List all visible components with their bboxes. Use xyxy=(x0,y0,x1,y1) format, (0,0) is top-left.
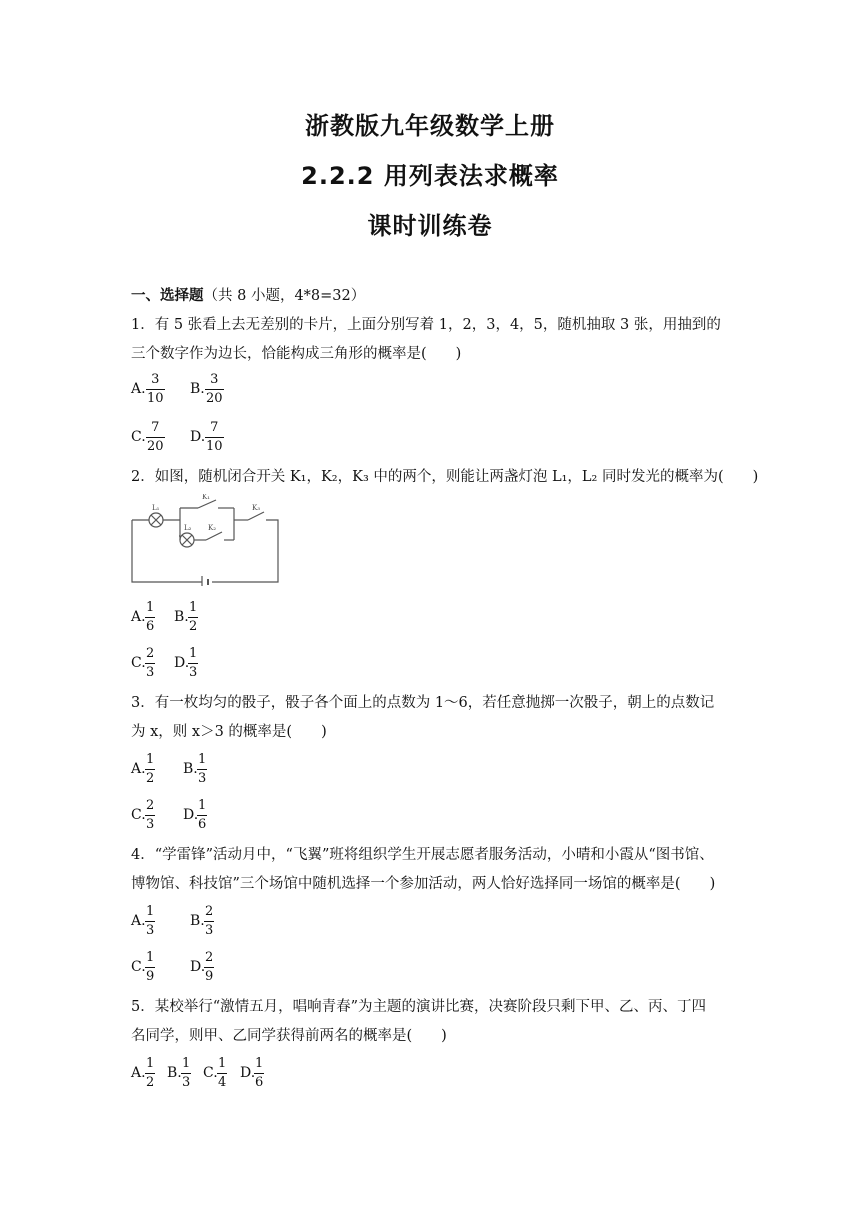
denominator: 6 xyxy=(198,817,207,832)
denominator: 6 xyxy=(146,619,155,634)
option-label: D. xyxy=(240,1065,256,1081)
label-k3: K₃ xyxy=(252,504,261,512)
numerator: 1 xyxy=(218,1056,227,1071)
fraction xyxy=(204,949,214,986)
fraction xyxy=(217,1055,227,1092)
option-label: D. xyxy=(174,655,190,671)
lesson-title: 2.2.2 用列表法求概率 xyxy=(301,162,559,190)
denominator: 3 xyxy=(198,771,207,786)
fraction xyxy=(181,1055,191,1092)
option-label: D. xyxy=(190,429,206,445)
numerator: 1 xyxy=(182,1056,191,1071)
numerator: 2 xyxy=(205,950,214,965)
label-k2: K₂ xyxy=(208,524,217,532)
option-label: D. xyxy=(183,807,199,823)
denominator: 3 xyxy=(146,817,155,832)
denominator: 2 xyxy=(189,619,198,634)
option-label: C. xyxy=(203,1065,218,1081)
fraction xyxy=(145,599,155,636)
section-heading xyxy=(131,284,365,305)
denominator: 6 xyxy=(255,1075,264,1090)
fraction xyxy=(145,751,155,788)
numerator: 1 xyxy=(255,1056,264,1071)
section-heading-label: 一、选择题 xyxy=(131,288,204,304)
option-label: B. xyxy=(174,609,189,625)
question-3-line-1: 3．有一枚均匀的骰子，骰子各个面上的点数为 1～6，若任意抛掷一次骰子，朝上的点数记 xyxy=(131,695,715,711)
denominator: 3 xyxy=(189,665,198,680)
fraction xyxy=(205,419,224,456)
denominator: 3 xyxy=(146,665,155,680)
denominator: 10 xyxy=(206,439,223,454)
numerator: 7 xyxy=(210,420,219,435)
question-5-line-2: 名同学，则甲、乙同学获得前两名的概率是( ) xyxy=(131,1028,447,1044)
denominator: 2 xyxy=(146,1075,155,1090)
numerator: 2 xyxy=(146,646,155,661)
fraction xyxy=(204,903,214,940)
label-k1: K₁ xyxy=(202,494,211,501)
option-label: A. xyxy=(131,761,146,777)
fraction xyxy=(254,1055,264,1092)
option-label: B. xyxy=(167,1065,182,1081)
fraction xyxy=(146,419,165,456)
numerator: 3 xyxy=(210,372,219,387)
numerator: 2 xyxy=(146,798,155,813)
fraction xyxy=(197,751,207,788)
fraction xyxy=(197,797,207,834)
question-4-line-2: 博物馆、科技馆”三个场馆中随机选择一个参加活动，两人恰好选择同一场馆的概率是( ) xyxy=(131,876,716,892)
fraction xyxy=(188,599,198,636)
option-label: C. xyxy=(131,959,146,975)
fraction xyxy=(145,645,155,682)
option-label: C. xyxy=(131,655,146,671)
numerator: 1 xyxy=(198,798,207,813)
numerator: 1 xyxy=(146,600,155,615)
numerator: 1 xyxy=(198,752,207,767)
denominator: 3 xyxy=(205,923,214,938)
worksheet-title: 课时训练卷 xyxy=(367,212,493,240)
fraction xyxy=(205,371,224,408)
fraction xyxy=(146,371,165,408)
option-label: D. xyxy=(190,959,206,975)
fraction xyxy=(188,645,198,682)
denominator: 9 xyxy=(146,969,155,984)
question-3-line-2: 为 x，则 x＞3 的概率是( ) xyxy=(131,724,327,740)
label-l2: L₂ xyxy=(184,524,192,532)
denominator: 2 xyxy=(146,771,155,786)
denominator: 10 xyxy=(147,391,164,406)
option-label: B. xyxy=(183,761,198,777)
question-1-line-1: 1．有 5 张看上去无差别的卡片，上面分别写着 1，2，3，4，5，随机抽取 3 张，用抽到的 xyxy=(131,317,721,333)
numerator: 1 xyxy=(189,600,198,615)
option-label: A. xyxy=(131,913,146,929)
fraction xyxy=(145,949,155,986)
option-label: B. xyxy=(190,913,205,929)
circuit-diagram xyxy=(128,494,288,586)
question-2-line-1: 2．如图，随机闭合开关 K₁，K₂，K₃ 中的两个，则能让两盏灯泡 L₁，L₂ 同时发光的概率为( ) xyxy=(131,469,759,485)
fraction xyxy=(145,1055,155,1092)
denominator: 4 xyxy=(218,1075,227,1090)
option-label: A. xyxy=(131,609,146,625)
question-1-line-2: 三个数字作为边长，恰能构成三角形的概率是( ) xyxy=(131,346,462,362)
option-label: A. xyxy=(131,1065,146,1081)
numerator: 1 xyxy=(146,752,155,767)
numerator: 7 xyxy=(151,420,160,435)
section-info: （共 8 小题，4*8=32） xyxy=(203,288,366,304)
option-label: A. xyxy=(131,381,146,397)
fraction xyxy=(145,903,155,940)
denominator: 3 xyxy=(146,923,155,938)
option-label: C. xyxy=(131,429,146,445)
denominator: 20 xyxy=(147,439,164,454)
numerator: 1 xyxy=(146,950,155,965)
numerator: 2 xyxy=(205,904,214,919)
option-label: C. xyxy=(131,807,146,823)
denominator: 9 xyxy=(205,969,214,984)
doc-title: 浙教版九年级数学上册 xyxy=(305,112,555,140)
option-label: B. xyxy=(190,381,205,397)
question-4-line-1: 4．“学雷锋”活动月中，“飞翼”班将组织学生开展志愿者服务活动，小晴和小霞从“图书馆、 xyxy=(131,847,714,863)
question-5-line-1: 5．某校举行“激情五月，唱响青春”为主题的演讲比赛，决赛阶段只剩下甲、乙、丙、丁四 xyxy=(131,999,707,1015)
numerator: 1 xyxy=(146,1056,155,1071)
numerator: 1 xyxy=(146,904,155,919)
numerator: 3 xyxy=(151,372,160,387)
label-l1: L₁ xyxy=(152,504,160,512)
denominator: 3 xyxy=(182,1075,191,1090)
denominator: 20 xyxy=(206,391,223,406)
numerator: 1 xyxy=(189,646,198,661)
fraction xyxy=(145,797,155,834)
